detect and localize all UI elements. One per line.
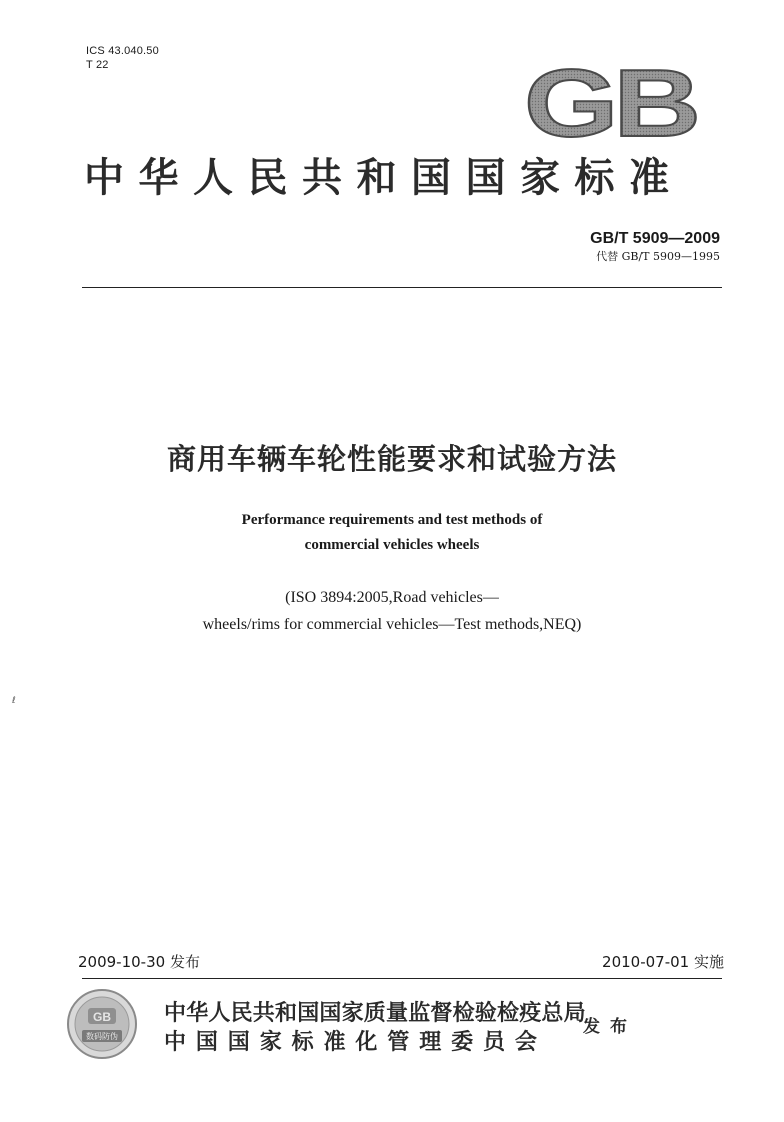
ics-code: ICS 43.040.50 <box>86 45 159 57</box>
english-title <box>0 508 784 558</box>
issuing-authorities <box>164 999 586 1057</box>
bottom-divider <box>82 978 722 979</box>
national-standard-masthead: 中华人民共和国国家标准 <box>84 155 684 201</box>
anti-counterfeit-seal-icon <box>66 988 138 1060</box>
replaces-standard: 代替 GB/T 5909—1995 <box>596 250 720 263</box>
seal-text: 数码防伪 <box>86 1032 118 1041</box>
gb-logo-text: GB <box>524 58 696 144</box>
classification-codes <box>86 44 159 72</box>
authority-aqsiq: 中华人民共和国国家质量监督检验检疫总局 <box>164 1001 586 1026</box>
seal-gb-mark: GB <box>93 1010 111 1024</box>
ccs-code: T 22 <box>86 59 109 71</box>
gb-logo-icon <box>522 58 698 144</box>
implementation-date: 2010-07-01 实施 <box>602 953 724 971</box>
issue-date: 2009-10-30 发布 <box>78 953 200 971</box>
iso-reference-line2: wheels/rims for commercial vehicles—Test methods,NEQ) <box>202 616 582 633</box>
authority-sac: 中国国家标准化管理委员会 <box>164 1030 547 1055</box>
standard-number-block <box>590 229 720 264</box>
iso-reference-line1: (ISO 3894:2005,Road vehicles— <box>285 589 499 606</box>
standard-number: GB/T 5909—2009 <box>590 230 720 247</box>
iso-reference <box>0 584 784 638</box>
chinese-title: 商用车辆车轮性能要求和试验方法 <box>166 442 617 476</box>
top-divider <box>82 287 722 288</box>
english-title-line2: commercial vehicles wheels <box>304 537 480 553</box>
publish-label: 发布 <box>583 1017 637 1037</box>
stray-mark: ℓ <box>12 696 16 706</box>
english-title-line1: Performance requirements and test methods of <box>241 512 543 528</box>
